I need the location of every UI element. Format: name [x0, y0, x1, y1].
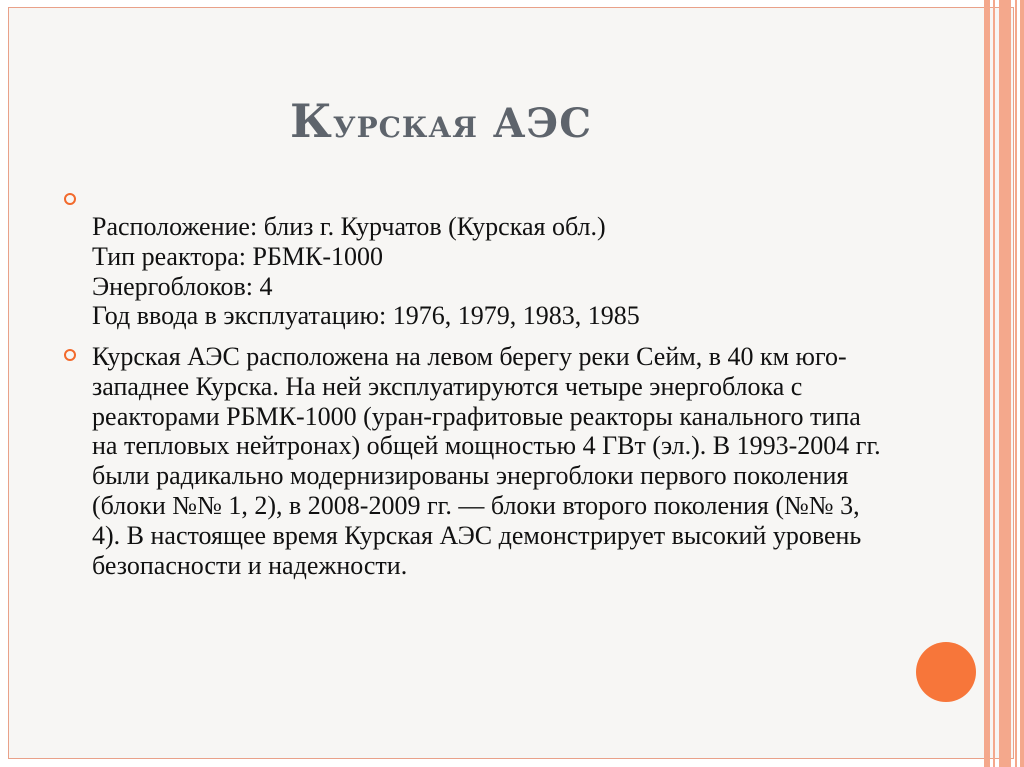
title-initial: К: [290, 94, 333, 148]
bullet-circle-icon: [64, 193, 76, 205]
decorative-circle: [916, 642, 976, 702]
info-location: Расположение: близ г. Курчатов (Курская обл.): [92, 212, 606, 241]
decorative-stripe: [993, 0, 995, 767]
decorative-stripe: [1020, 0, 1024, 767]
decorative-stripe: [1015, 0, 1017, 767]
info-units: Энергоблоков: 4: [92, 271, 273, 301]
title-rest: урская АЭС: [332, 100, 593, 147]
slide-title: [290, 94, 592, 148]
info-block: [92, 212, 640, 331]
description-paragraph: Курская АЭС расположена на левом берегу реки Сейм, в 40 км юго-западнее Курска. На ней эксплуатируются четыре энергоблока с реакторами РБМК-1000 (уран-графитовые реакторы канального типа на тепловых нейтронах) общей мощностью 4 ГВт (эл.). В 1993-2004 гг. были радикально модернизированы энергоблоки первого поколения (блоки №№ 1, 2), в 2008-2009 гг. — блоки второго поколения (№№ 3, 4). В настоящее время Курская АЭС демонстрирует высокий уровень безопасности и надежности.: [92, 342, 881, 580]
bullet-circle-icon: [64, 349, 76, 361]
decorative-stripe: [984, 0, 990, 767]
info-commissioning: Год ввода в эксплуатацию: 1976, 1979, 1983, 1985: [92, 301, 640, 331]
decorative-stripe: [999, 0, 1011, 767]
info-reactor-type: Тип реактора: РБМК-1000: [92, 241, 384, 271]
